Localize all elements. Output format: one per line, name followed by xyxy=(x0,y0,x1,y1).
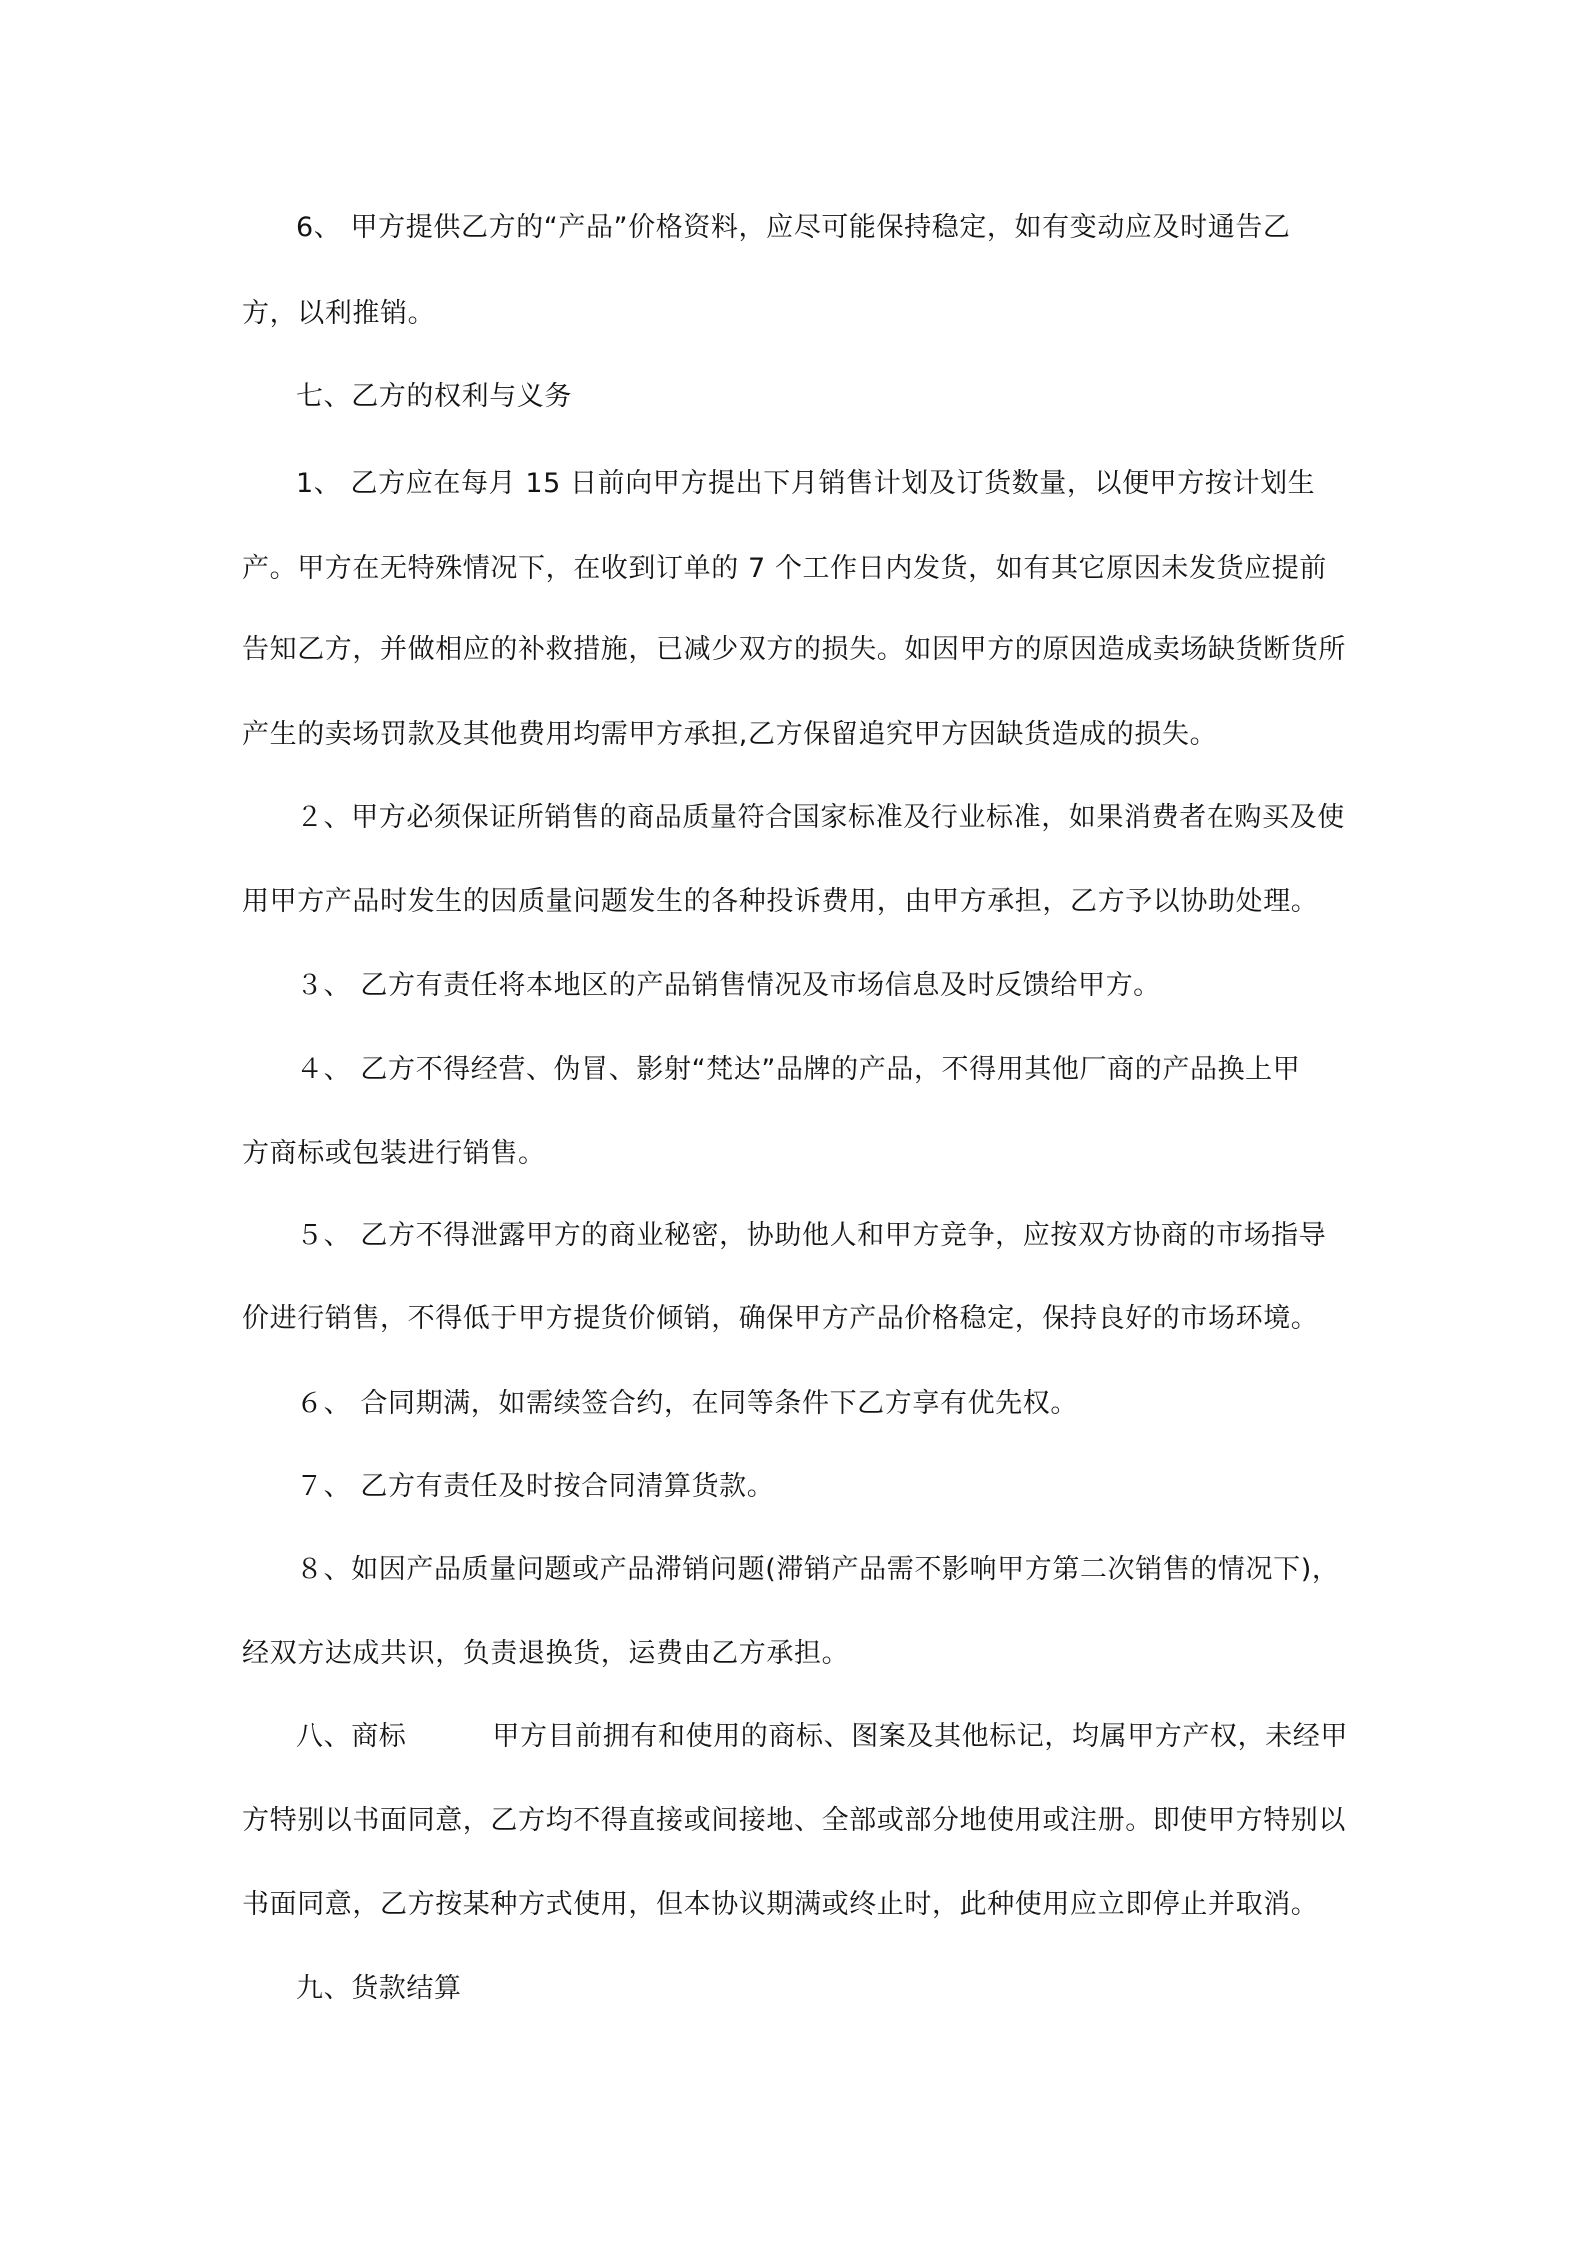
clause-6-line-1: ６、 合同期满，如需续签合约，在同等条件下乙方享有优先权。 xyxy=(296,1388,1078,1419)
clause-3-line-1: ３、 乙方有责任将本地区的产品销售情况及市场信息及时反馈给甲方。 xyxy=(296,970,1161,1001)
section-eight-line-1 xyxy=(296,1717,1416,1757)
section-eight-heading: 八、商标 xyxy=(296,1721,407,1752)
clause-8-line-2: 经双方达成共识，负责退换货，运费由乙方承担。 xyxy=(242,1638,850,1669)
clause-4-line-2: 方商标或包装进行销售。 xyxy=(242,1138,546,1169)
section-nine-heading: 九、货款结算 xyxy=(296,1973,462,2004)
clause-1-line-1: 1、 乙方应在每月 15 日前向甲方提出下月销售计划及订货数量，以便甲方按计划生 xyxy=(296,468,1316,499)
clause-2-line-2: 用甲方产品时发生的因质量问题发生的各种投诉费用，由甲方承担，乙方予以协助处理。 xyxy=(242,886,1319,917)
clause-7-line-1: ７、 乙方有责任及时按合同清算货款。 xyxy=(296,1471,775,1502)
clause-1-line-4: 产生的卖场罚款及其他费用均需甲方承担,乙方保留追究甲方因缺货造成的损失。 xyxy=(242,719,1218,750)
clause-8-line-1: ８、如因产品质量问题或产品滞销问题(滞销产品需不影响甲方第二次销售的情况下)， xyxy=(296,1554,1340,1585)
clause-six-line-1: 6、 甲方提供乙方的“产品”价格资料，应尽可能保持稳定，如有变动应及时通告乙 xyxy=(296,212,1291,243)
clause-5-line-2: 价进行销售，不得低于甲方提货价倾销，确保甲方产品价格稳定，保持良好的市场环境。 xyxy=(242,1303,1319,1334)
clause-5-line-1: ５、 乙方不得泄露甲方的商业秘密，协助他人和甲方竞争，应按双方协商的市场指导 xyxy=(296,1220,1327,1251)
clause-six-line-2: 方，以利推销。 xyxy=(242,298,436,329)
section-seven-heading: 七、乙方的权利与义务 xyxy=(296,381,572,412)
clause-1-line-2: 产。甲方在无特殊情况下，在收到订单的 7 个工作日内发货，如有其它原因未发货应提前 xyxy=(242,553,1327,584)
section-eight-text: 甲方目前拥有和使用的商标、图案及其他标记，均属甲方产权，未经甲 xyxy=(492,1721,1349,1752)
clause-1-line-3: 告知乙方，并做相应的补救措施，已减少双方的损失。如因甲方的原因造成卖场缺货断货所 xyxy=(242,634,1346,665)
section-eight-line-3: 书面同意，乙方按某种方式使用，但本协议期满或终止时，此种使用应立即停止并取消。 xyxy=(242,1889,1319,1920)
section-eight-line-2: 方特别以书面同意，乙方均不得直接或间接地、全部或部分地使用或注册。即使甲方特别以 xyxy=(242,1805,1346,1836)
clause-4-line-1: ４、 乙方不得经营、伪冒、影射“梵达”品牌的产品，不得用其他厂商的产品换上甲 xyxy=(296,1054,1301,1085)
clause-2-line-1: ２、甲方必须保证所销售的商品质量符合国家标准及行业标准，如果消费者在购买及使 xyxy=(296,802,1345,833)
